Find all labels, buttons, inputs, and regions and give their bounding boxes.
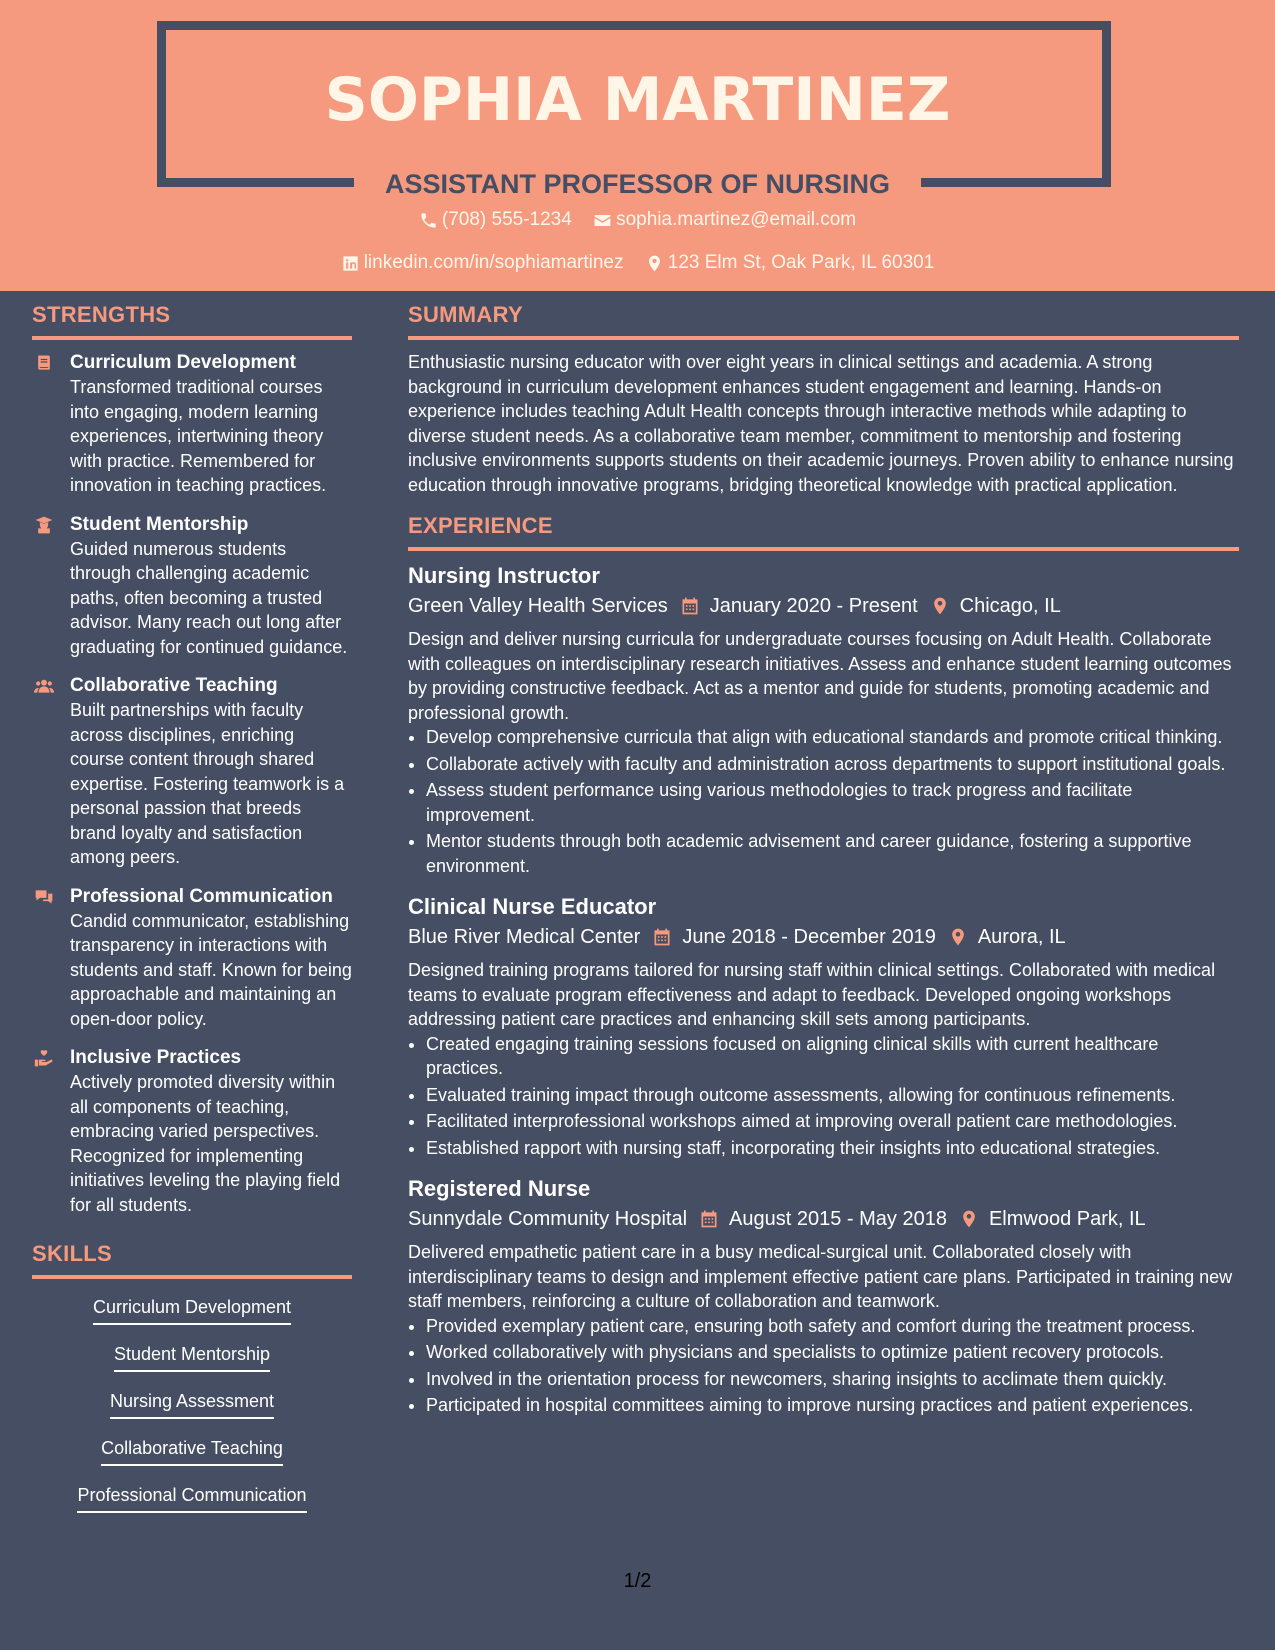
email-contact[interactable] xyxy=(593,207,856,233)
page-indicator: 1/2 xyxy=(623,1570,652,1592)
job-location-wrap xyxy=(948,922,1066,952)
header-banner xyxy=(0,0,1275,291)
skill-tag: Professional Communication xyxy=(77,1483,306,1513)
job-entry xyxy=(408,892,1239,1160)
job-company: Sunnydale Community Hospital xyxy=(408,1208,688,1230)
job-meta xyxy=(408,591,1239,621)
job-dates: June 2018 - December 2019 xyxy=(682,926,936,948)
list-item: • Provided exemplary patient care, ensuring both safety and comfort during the treatment process. xyxy=(426,1314,1239,1339)
address-contact xyxy=(645,250,935,276)
strength-name: Inclusive Practices xyxy=(70,1047,242,1068)
job-dates-wrap xyxy=(680,591,918,621)
list-item: • Worked collaboratively with physicians and specialists to optimize patient recovery protocols. xyxy=(426,1340,1239,1365)
phone-icon xyxy=(419,211,438,230)
list-item: • Involved in the orientation process for newcomers, sharing insights to acclimate them quickly. xyxy=(426,1367,1239,1392)
linkedin-contact[interactable] xyxy=(341,250,624,276)
skill-tag: Nursing Assessment xyxy=(110,1389,274,1419)
job-meta xyxy=(408,922,1239,952)
job-location: Elmwood Park, IL xyxy=(988,1208,1146,1230)
job-title: Registered Nurse xyxy=(408,1176,591,1201)
job-title-heading: ASSISTANT PROFESSOR OF NURSING xyxy=(384,169,891,199)
skill-tag: Collaborative Teaching xyxy=(101,1436,283,1466)
strength-name: Collaborative Teaching xyxy=(70,675,278,696)
summary-heading: SUMMARY xyxy=(408,300,1239,340)
job-bullets xyxy=(408,725,1239,878)
linkedin-icon xyxy=(341,254,360,273)
comments-icon xyxy=(34,887,54,907)
sidebar xyxy=(32,300,352,1530)
phone-text: (708) 555-1234 xyxy=(441,209,572,230)
map-pin-icon xyxy=(930,596,950,616)
job-dates: August 2015 - May 2018 xyxy=(729,1208,947,1230)
job-location-wrap xyxy=(959,1204,1146,1234)
strength-item xyxy=(32,1045,352,1217)
list-item: • Evaluated training impact through outcome assessments, allowing for continuous refinements. xyxy=(426,1083,1239,1108)
skill-tag: Student Mentorship xyxy=(114,1342,270,1372)
book-icon xyxy=(34,353,54,373)
calendar-icon xyxy=(680,596,700,616)
strength-desc: Guided numerous students through challenging academic paths, often becoming a trusted advisor. Many reach out long after graduating for continued guidance. xyxy=(70,538,348,657)
strength-item xyxy=(32,350,352,498)
job-company: Green Valley Health Services xyxy=(408,595,668,617)
list-item: • Mentor students through both academic advisement and career guidance, fostering a supportive environment. xyxy=(426,829,1239,878)
strength-desc: Candid communicator, establishing transparency in interactions with students and staff. Known for being approachable and maintaining an open-door policy. xyxy=(70,910,352,1029)
strength-desc: Actively promoted diversity within all components of teaching, embracing varied perspectives. Recognized for implementing initiatives leveling the playing field for all students. xyxy=(70,1072,341,1215)
list-item: • Established rapport with nursing staff, incorporating their insights into educational strategies. xyxy=(426,1136,1239,1161)
calendar-icon xyxy=(699,1209,719,1229)
job-entry xyxy=(408,1174,1239,1418)
strength-item xyxy=(32,884,352,1032)
strength-name: Curriculum Development xyxy=(70,352,296,373)
contact-row-2 xyxy=(0,250,1275,281)
job-meta xyxy=(408,1204,1239,1234)
contact-row-1 xyxy=(0,207,1275,238)
skills-list xyxy=(32,1289,352,1530)
main-content xyxy=(408,300,1239,1432)
phone-contact[interactable] xyxy=(419,207,572,233)
job-bullets xyxy=(408,1032,1239,1161)
summary-text: Enthusiastic nursing educator with over eight years in clinical settings and academia. A strong background in curriculum development enhances student engagement and learning. Hands-on experience includes teaching Adult Health concepts through interactive methods while adapting to diverse student needs. As a collaborative team member, commitment to mentorship and fostering inclusive environments supports students on their academic journeys. Proven ability to enhance nursing education through innovative programs, bridging theoretical knowledge with practical application. xyxy=(408,352,1234,495)
linkedin-text: linkedin.com/in/sophiamartinez xyxy=(363,252,624,273)
hand-heart-icon xyxy=(34,1048,54,1068)
strengths-heading: STRENGTHS xyxy=(32,300,352,340)
job-location: Chicago, IL xyxy=(959,595,1061,617)
job-title: Clinical Nurse Educator xyxy=(408,894,657,919)
skill-tag: Curriculum Development xyxy=(93,1295,291,1325)
job-dates-wrap xyxy=(699,1204,947,1234)
envelope-icon xyxy=(593,211,612,230)
map-pin-icon xyxy=(948,927,968,947)
list-item: • Collaborate actively with faculty and administration across departments to support institutional goals. xyxy=(426,752,1239,777)
list-item: • Facilitated interprofessional workshops aimed at improving overall patient care methodologies. xyxy=(426,1109,1239,1134)
experience-heading: EXPERIENCE xyxy=(408,511,1239,551)
strength-item xyxy=(32,512,352,660)
strength-name: Student Mentorship xyxy=(70,513,249,535)
job-dates: January 2020 - Present xyxy=(709,595,918,617)
job-description: Designed training programs tailored for nursing staff within clinical settings. Collaborated with medical teams to evaluate program effectiveness and adapt to feedback. Developed ongoing workshops addressing patient care practices and enhancing skill sets among participants. xyxy=(408,960,1216,1029)
job-location-wrap xyxy=(930,591,1061,621)
candidate-name: SOPHIA MARTINEZ xyxy=(324,65,951,135)
list-item: • Participated in hospital committees aiming to improve nursing practices and patient experiences. xyxy=(426,1393,1239,1418)
list-item: • Develop comprehensive curricula that align with educational standards and promote critical thinking. xyxy=(426,725,1239,750)
graduate-icon xyxy=(34,515,54,535)
list-item: • Assess student performance using various methodologies to track progress and facilitate improvement. xyxy=(426,778,1239,827)
job-company: Blue River Medical Center xyxy=(408,926,641,948)
job-location: Aurora, IL xyxy=(977,926,1066,948)
calendar-icon xyxy=(652,927,672,947)
list-item: • Created engaging training sessions focused on aligning clinical skills with current healthcare practices. xyxy=(426,1032,1239,1081)
map-pin-icon xyxy=(959,1209,979,1229)
strength-desc: Built partnerships with faculty across disciplines, enriching course content through shared expertise. Fostering teamwork is a personal passion that breeds brand loyalty and satisfaction among peers. xyxy=(70,700,345,867)
job-description: Delivered empathetic patient care in a busy medical-surgical unit. Collaborated closely with interdisciplinary teams to design and implement effective patient care plans. Participated in training new staff members, reinforcing a culture of collaboration and teamwork. xyxy=(408,1242,1233,1311)
job-title: Nursing Instructor xyxy=(408,563,600,588)
strength-desc: Transformed traditional courses into engaging, modern learning experiences, intertwining theory with practice. Remembered for innovation in teaching practices. xyxy=(70,377,327,495)
skills-heading: SKILLS xyxy=(32,1239,352,1279)
job-description: Design and deliver nursing curricula for undergraduate courses focusing on Adult Health. Collaborate with colleagues on interdisciplinary research initiatives. Assess and enhance student learning outcomes by providing constructive feedback. Act as a mentor and guide for students, promoting academic and professional growth. xyxy=(408,629,1232,723)
strength-item xyxy=(32,673,352,870)
address-text: 123 Elm St, Oak Park, IL 60301 xyxy=(667,252,935,273)
users-icon xyxy=(34,676,54,696)
strength-name: Professional Communication xyxy=(70,885,333,907)
job-bullets xyxy=(408,1314,1239,1418)
job-dates-wrap xyxy=(652,922,936,952)
job-entry xyxy=(408,561,1239,878)
map-pin-icon xyxy=(645,254,664,273)
email-text: sophia.martinez@email.com xyxy=(616,209,857,230)
